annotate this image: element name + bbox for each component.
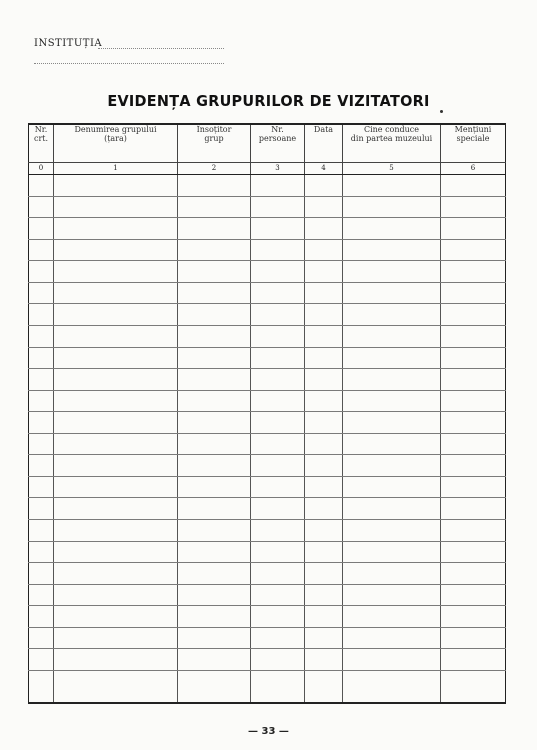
table-cell [178,347,251,369]
table-cell [54,455,178,477]
page-number: — 33 — [248,726,289,737]
table-cell [178,218,251,240]
column-number: 4 [305,163,343,175]
table-cell [305,325,343,347]
column-number: 1 [54,163,178,175]
table-cell [441,239,506,261]
table-row [29,412,506,434]
page-title: EVIDENȚA GRUPURILOR DE VIZITATORI [107,92,430,110]
table-cell [178,304,251,326]
table-cell [54,175,178,197]
table-cell [54,520,178,542]
table-cell [178,325,251,347]
table-row [29,606,506,628]
table-cell [441,325,506,347]
table-row [29,584,506,606]
table-cell [251,412,305,434]
table-row [29,670,506,703]
table-cell [29,649,54,671]
table-cell [251,627,305,649]
table-cell [343,239,441,261]
table-row [29,455,506,477]
table-cell [251,175,305,197]
table-cell [178,670,251,703]
table-cell [29,498,54,520]
table-cell [305,390,343,412]
table-cell [251,325,305,347]
table-cell [178,282,251,304]
table-cell [441,520,506,542]
column-number-row [29,163,506,175]
table-cell [54,584,178,606]
table-row [29,347,506,369]
table-cell [178,498,251,520]
table-cell [343,390,441,412]
column-header: Nr. crt. [33,125,49,143]
column-number: 0 [29,163,54,175]
table-cell [251,196,305,218]
column-header: Însoțitor grup [178,124,251,163]
table-cell [251,476,305,498]
table-cell [305,175,343,197]
ink-speck [440,110,443,113]
table-cell [343,304,441,326]
table-cell [305,304,343,326]
table-cell [441,649,506,671]
table-cell [251,541,305,563]
table-cell [305,563,343,585]
column-number: 3 [251,163,305,175]
table-row [29,433,506,455]
table-cell [29,369,54,391]
table-cell [54,433,178,455]
table-row [29,218,506,240]
column-header: Denumirea grupului (țara) [54,124,178,163]
table-cell [305,239,343,261]
table-cell [441,627,506,649]
table-row [29,390,506,412]
table-row [29,369,506,391]
column-number: 5 [343,163,441,175]
table-cell [29,670,54,703]
table-cell [178,239,251,261]
table-cell [54,196,178,218]
table-cell [54,541,178,563]
table-row [29,498,506,520]
table-cell [29,347,54,369]
table-cell [54,304,178,326]
table-cell [343,476,441,498]
table-cell [441,541,506,563]
table-cell [54,282,178,304]
table-cell [29,196,54,218]
table-cell [178,476,251,498]
table-cell [29,218,54,240]
table-cell [29,390,54,412]
table-cell [178,584,251,606]
table-cell [441,282,506,304]
table-cell [54,649,178,671]
table-cell [251,347,305,369]
table-cell [251,455,305,477]
table-cell [251,563,305,585]
table-cell [305,520,343,542]
table-cell [251,498,305,520]
table-cell [29,455,54,477]
table-cell [305,670,343,703]
table-cell [305,433,343,455]
table-cell [251,218,305,240]
table-cell [343,261,441,283]
table-cell [441,347,506,369]
table-row [29,304,506,326]
table-cell [251,304,305,326]
table-cell [441,175,506,197]
table-cell [54,325,178,347]
table-row [29,175,506,197]
table-cell [178,455,251,477]
table-cell [29,520,54,542]
table-cell [343,520,441,542]
table-cell [251,369,305,391]
table-row [29,261,506,283]
table-cell [305,498,343,520]
table-cell [178,627,251,649]
table-cell [305,584,343,606]
table-cell [29,239,54,261]
table-cell [29,563,54,585]
table-cell [178,175,251,197]
table-row [29,541,506,563]
table-cell [178,520,251,542]
table-cell [54,261,178,283]
table-cell [251,390,305,412]
table-cell [29,261,54,283]
table-cell [441,563,506,585]
table-cell [441,606,506,628]
table-cell [29,433,54,455]
table-cell [441,304,506,326]
table-cell [441,455,506,477]
table-cell [305,455,343,477]
column-header: Cine conduce din partea muzeului [343,124,441,163]
table-row [29,649,506,671]
table-cell [251,649,305,671]
table-cell [54,390,178,412]
institution-label: INSTITUȚIA [34,38,103,49]
table-cell [343,498,441,520]
table-cell [305,606,343,628]
table-cell [178,649,251,671]
column-number: 6 [441,163,506,175]
table-cell [29,175,54,197]
table-cell [251,520,305,542]
table-cell [251,239,305,261]
table-cell [29,325,54,347]
table-cell [178,563,251,585]
table-cell [178,433,251,455]
table-cell [441,433,506,455]
table-cell [343,412,441,434]
table-cell [343,541,441,563]
table-cell [305,649,343,671]
table-cell [54,369,178,391]
table-cell [29,412,54,434]
table-cell [54,670,178,703]
table-cell [29,606,54,628]
table-cell [305,218,343,240]
table-cell [29,627,54,649]
table-cell [178,606,251,628]
table-cell [251,282,305,304]
table-cell [305,627,343,649]
table-cell [54,218,178,240]
table-cell [178,261,251,283]
table-cell [441,670,506,703]
table-cell [29,541,54,563]
table-cell [441,584,506,606]
column-number: 2 [178,163,251,175]
table-cell [54,606,178,628]
table-cell [29,282,54,304]
table-cell [305,261,343,283]
table-cell [343,218,441,240]
table-cell [251,584,305,606]
table-cell [343,282,441,304]
table-cell [343,455,441,477]
table-cell [343,627,441,649]
table-cell [343,606,441,628]
column-header: Nr. persoane [251,124,305,163]
table-cell [441,390,506,412]
table-cell [178,412,251,434]
table-cell [251,261,305,283]
table-cell [251,670,305,703]
table-cell [441,498,506,520]
table-row [29,476,506,498]
table-cell [343,196,441,218]
table-cell [343,649,441,671]
table-cell [178,196,251,218]
table-row [29,196,506,218]
table-cell [54,498,178,520]
table-cell [343,563,441,585]
table-cell [343,433,441,455]
table-cell [305,282,343,304]
table-cell [54,476,178,498]
table-row [29,325,506,347]
table-cell [343,347,441,369]
institution-fill-line [98,48,224,49]
table-cell [441,218,506,240]
institution-fill-line-2 [34,63,224,64]
table-cell [178,369,251,391]
table-cell [54,239,178,261]
table-cell [441,412,506,434]
table-cell [305,196,343,218]
table-cell [54,627,178,649]
table-cell [441,196,506,218]
table-cell [343,325,441,347]
table-cell [54,563,178,585]
table-row [29,520,506,542]
table-cell [251,433,305,455]
column-header: Data [305,124,343,163]
table-cell [54,347,178,369]
table-cell [343,670,441,703]
table-cell [251,606,305,628]
table-cell [343,584,441,606]
table-cell [441,369,506,391]
table-row [29,239,506,261]
table-cell [54,412,178,434]
table-cell [441,476,506,498]
table-cell [305,369,343,391]
table-cell [305,347,343,369]
table-row [29,563,506,585]
table-cell [305,541,343,563]
table-cell [29,584,54,606]
table-header-row [29,124,506,163]
table-cell [305,476,343,498]
visitor-groups-table [28,123,506,704]
table-cell [178,541,251,563]
table-cell [29,304,54,326]
table-cell [441,261,506,283]
table-cell [343,369,441,391]
table-row [29,627,506,649]
table-row [29,282,506,304]
table-cell [343,175,441,197]
table-cell [29,476,54,498]
table-cell [305,412,343,434]
column-header: Mențiuni speciale [441,124,506,163]
table-cell [178,390,251,412]
